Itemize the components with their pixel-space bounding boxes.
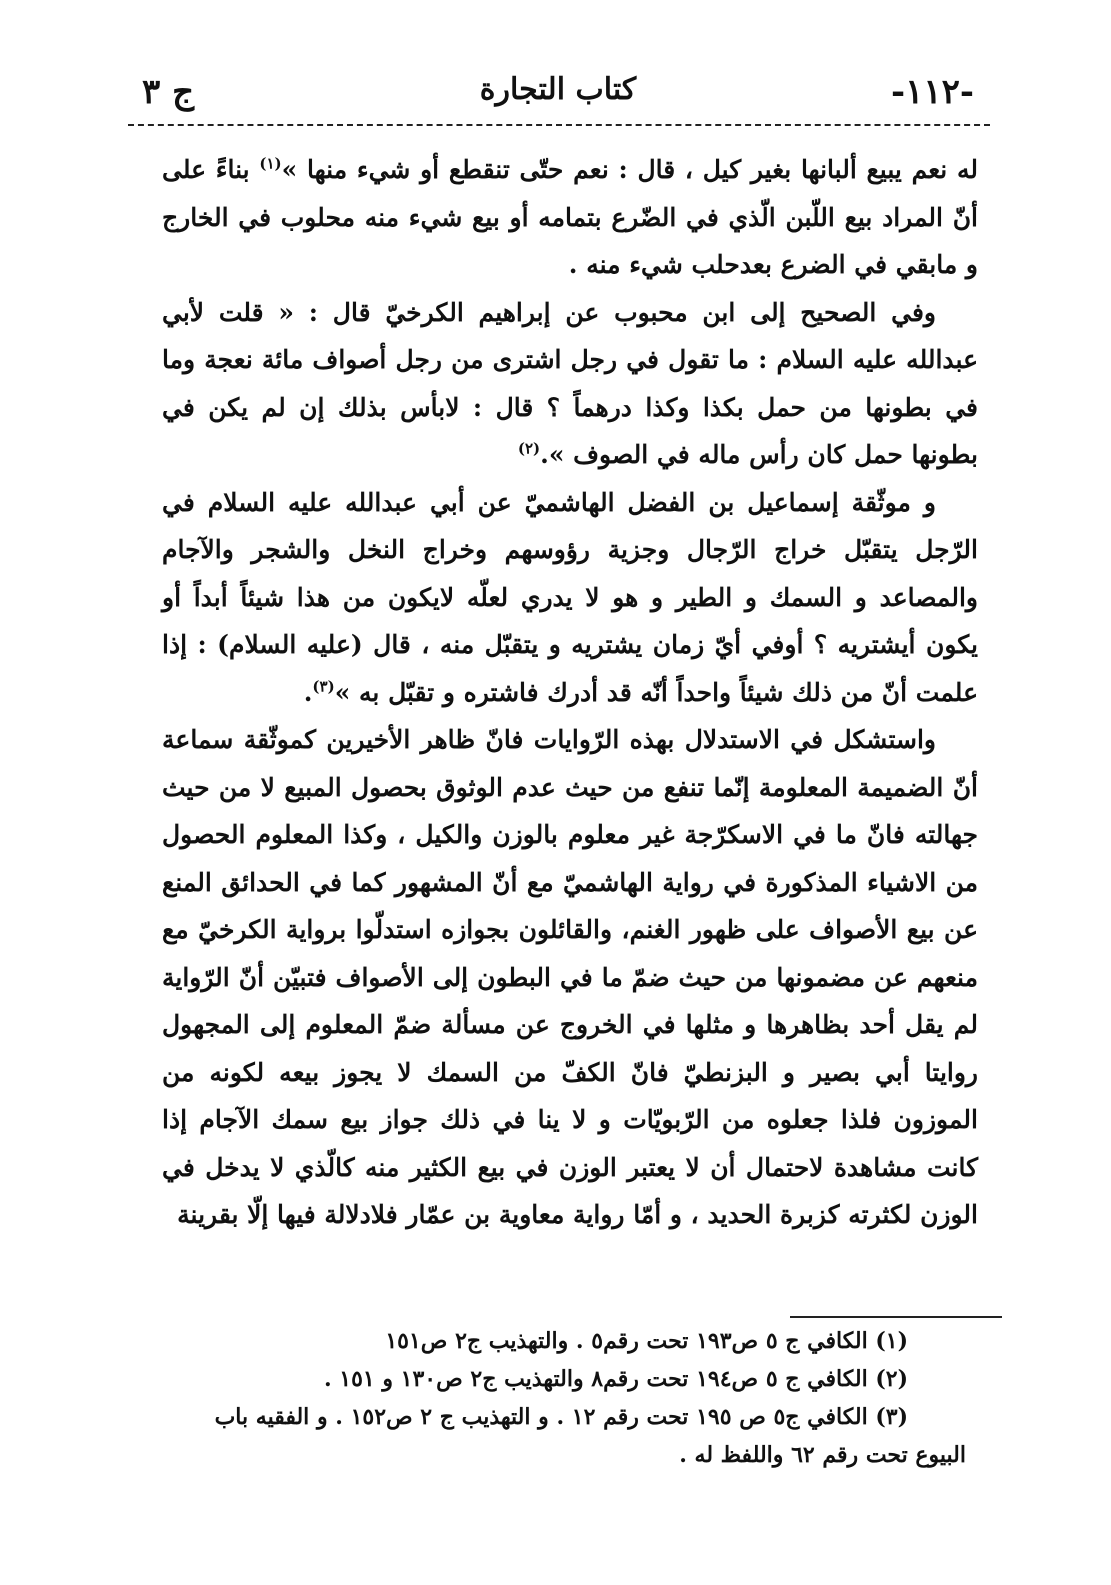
- paragraph-2: [162, 289, 978, 479]
- paragraph-1: [162, 146, 978, 289]
- paragraph-text: واستشكل في الاستدلال بهذه الرّوايات فانّ ظاهر الأخيرين كموثّقة سماعة أنّ الضميمة المعلومة إنّما تنفع من حيث عدم الوثوق بحصول المبيع لا من حيث جهالته فانّ ما في الاسكرّجة غير معلوم بالوزن والكيل ، وكذا المعلوم الحصول من الاشياء المذكورة في رواية الهاشميّ مع أنّ المشهور كما في الحدائق المنع عن بيع الأصواف على ظهور الغنم، والقائلون بجوازه استدلّوا برواية الكرخيّ مع منعهم عن مضمونها من حيث ضمّ ما في البطون إلى الأصواف فتبيّن أنّ الرّواية لم يقل أحد بظاهرها و مثلها في الخروج عن مسألة ضمّ المعلوم إلى المجهول روايتا أبي بصير و البزنطيّ فانّ الكفّ من السمك لا يجوز بيعه لكونه من الموزون فلذا جعلوه من الرّبويّات و لا ينا في ذلك جواز بيع سمك الآجام إذا كانت مشاهدة لاحتمال أن لا يعتبر الوزن في بيع الكثير منه كالّذي لا يدخل في الوزن لكثرته كزبرة الحديد ، و أمّا رواية معاوية بن عمّار فلادلالة فيها إلّا بقرينة: [162, 725, 978, 1229]
- footnote-ref: (٢): [517, 439, 541, 458]
- main-text: [162, 146, 978, 1239]
- footnote-3-continuation: البيوع تحت رقم ٦٢ واللفظ له .: [679, 1442, 966, 1468]
- header-divider: [128, 124, 990, 126]
- paragraph-text: .: [303, 677, 313, 707]
- footnotes: [120, 1322, 966, 1474]
- paragraph-text: وفي الصحيح إلى ابن محبوب عن إبراهيم الكرخيّ قال : « قلت لأبي عبدالله عليه السلام : ما تقول في رجل اشترى من رجل أصواف مائة نعجة وما في بطونها من حمل بكذا وكذا درهماً ؟ قال : لابأس بذلك إن لم يكن في بطونها حمل كان رأس ماله في الصوف ».: [162, 297, 978, 469]
- paragraph-text: و موثّقة إسماعيل بن الفضل الهاشميّ عن أبي عبدالله عليه السلام في الرّجل يتقبّل خراج الرّجال وجزية رؤوسهم وخراج النخل والشجر والآجام والمصاعد و السمك و الطير و هو لا يدري لعلّه لايكون من هذا شيئاً أبداً أو يكون أيشتريه ؟ أوفي أيّ زمان يشتريه و يتقبّل منه ، قال (عليه السلام) : إذا علمت أنّ من ذلك شيئاً واحداً أنّه قد أدرك فاشتره و تقبّل به »: [162, 487, 978, 707]
- book-title: كتاب التجارة: [479, 72, 637, 107]
- page-header: [128, 68, 988, 118]
- footnote-1: (١) الكافي ج ٥ ص١٩٣ تحت رقم٥ . والتهذيب ج٢ ص١٥١: [385, 1328, 908, 1354]
- volume-label: ج ٣: [142, 72, 195, 112]
- paragraph-3: [162, 479, 978, 717]
- footnote-divider: [790, 1316, 1002, 1318]
- footnote-2: (٢) الكافي ج ٥ ص١٩٤ تحت رقم٨ والتهذيب ج٢ ص١٣٠ و ١٥١ .: [323, 1366, 908, 1392]
- paragraph-text: بناءً على أنّ المراد بيع اللّبن الّذي في الضّرع بتمامه أو بيع شيء منه محلوب في الخارج و مابقي في الضرع بعدحلب شيء منه .: [162, 155, 978, 279]
- paragraph-4: [162, 716, 978, 1239]
- paragraph-text: له نعم يبيع ألبانها بغير كيل ، قال : نعم حتّى تنقطع أو شيء منها »: [281, 155, 978, 184]
- footnote-3: (٣) الكافي ج٥ ص ١٩٥ تحت رقم ١٢ . و التهذيب ج ٢ ص١٥٢ . و الفقيه باب: [214, 1404, 908, 1430]
- footnote-ref: (١): [259, 154, 282, 173]
- page-number: -١١٢-: [890, 72, 974, 112]
- footnote-ref: (٣): [312, 677, 335, 696]
